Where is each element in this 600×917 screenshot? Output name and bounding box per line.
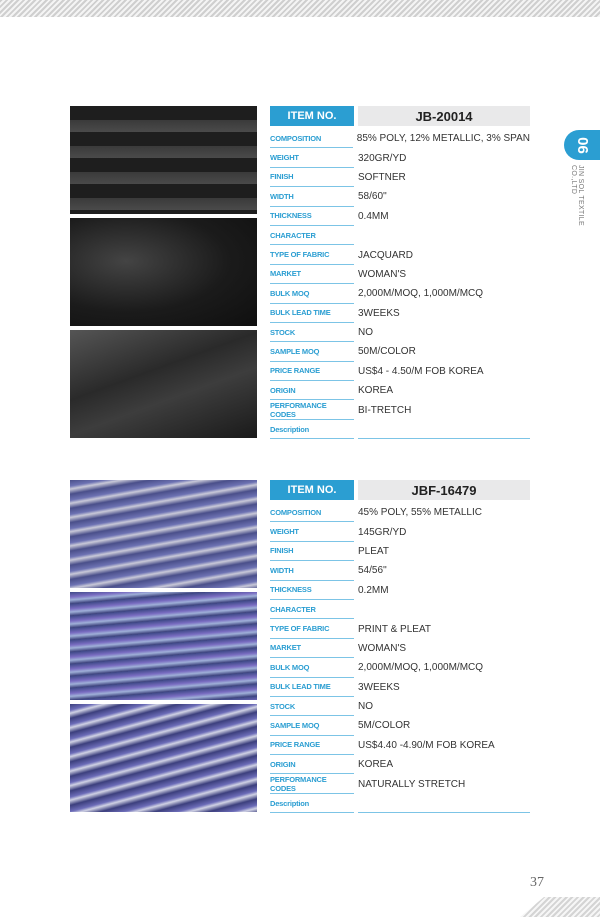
spec-row-lead-time xyxy=(270,304,530,323)
corner-decorative-band xyxy=(520,897,600,917)
spec-label: PRICE RANGE xyxy=(270,736,354,755)
spec-row-price xyxy=(270,736,530,755)
spec-value: 0.2MM xyxy=(358,584,389,596)
spec-row-sample-moq xyxy=(270,342,530,361)
spec-row-market xyxy=(270,265,530,284)
swatch-gallery-2 xyxy=(70,480,257,816)
spec-row-performance xyxy=(270,774,530,793)
spec-value: 54/56'' xyxy=(358,565,387,577)
spec-table-2 xyxy=(270,480,530,813)
spec-row-market xyxy=(270,639,530,658)
spec-label: BULK MOQ xyxy=(270,658,354,677)
spec-row-weight xyxy=(270,148,530,167)
spec-value: US$4 - 4.50/M FOB KOREA xyxy=(358,365,484,377)
spec-label: THICKNESS xyxy=(270,207,354,226)
fabric-swatch-image xyxy=(70,218,257,326)
spec-row-stock xyxy=(270,697,530,716)
item-no-label: ITEM NO. xyxy=(270,480,354,500)
spec-row-composition xyxy=(270,503,530,522)
spec-value xyxy=(358,420,530,439)
spec-value: 50M/COLOR xyxy=(358,346,416,358)
spec-value: 85% POLY, 12% METALLIC, 3% SPAN xyxy=(356,133,530,145)
spec-row-description xyxy=(270,794,530,813)
fabric-swatch-image xyxy=(70,480,257,588)
spec-row-type xyxy=(270,619,530,638)
spec-row-price xyxy=(270,362,530,381)
spec-label: FINISH xyxy=(270,168,354,187)
spec-row-width xyxy=(270,561,530,580)
spec-row-character xyxy=(270,600,530,619)
spec-value: SOFTNER xyxy=(358,171,406,183)
spec-value: 3WEEKS xyxy=(358,307,400,319)
spec-label: COMPOSITION xyxy=(270,503,354,522)
spec-row-description xyxy=(270,420,530,439)
chapter-tab xyxy=(564,130,600,160)
spec-row-bulk-moq xyxy=(270,284,530,303)
fabric-swatch-image xyxy=(70,330,257,438)
spec-value: 58/60'' xyxy=(358,191,387,203)
spec-value: NO xyxy=(358,327,373,339)
spec-value: PRINT & PLEAT xyxy=(358,623,431,635)
spec-row-weight xyxy=(270,522,530,541)
spec-value: 145GR/YD xyxy=(358,526,407,538)
spec-value: 45% POLY, 55% METALLIC xyxy=(358,507,482,519)
spec-label: PERFORMANCE CODES xyxy=(270,774,354,793)
spec-row-origin xyxy=(270,755,530,774)
spec-value: US$4.40 -4.90/M FOB KOREA xyxy=(358,739,495,751)
spec-value xyxy=(358,794,530,813)
spec-label: STOCK xyxy=(270,697,354,716)
spec-value: PLEAT xyxy=(358,545,389,557)
swatch-gallery-1 xyxy=(70,106,257,442)
spec-value: 3WEEKS xyxy=(358,681,400,693)
spec-value xyxy=(358,600,530,619)
spec-row-performance xyxy=(270,400,530,419)
spec-label: BULK LEAD TIME xyxy=(270,304,354,323)
item-no-value: JB-20014 xyxy=(358,106,530,126)
spec-label: CHARACTER xyxy=(270,226,354,245)
spec-row-sample-moq xyxy=(270,716,530,735)
spec-label: SAMPLE MOQ xyxy=(270,342,354,361)
spec-label: WIDTH xyxy=(270,187,354,206)
spec-label: ORIGIN xyxy=(270,381,354,400)
item-no-value: JBF-16479 xyxy=(358,480,530,500)
fabric-swatch-image xyxy=(70,704,257,812)
spec-label: WIDTH xyxy=(270,561,354,580)
chapter-number: 06 xyxy=(573,136,591,154)
spec-label: PRICE RANGE xyxy=(270,362,354,381)
spec-row-thickness xyxy=(270,581,530,600)
spec-label: SAMPLE MOQ xyxy=(270,716,354,735)
spec-label: CHARACTER xyxy=(270,600,354,619)
spec-label: BULK MOQ xyxy=(270,284,354,303)
spec-row-bulk-moq xyxy=(270,658,530,677)
spec-label: PERFORMANCE CODES xyxy=(270,400,354,419)
spec-label: WEIGHT xyxy=(270,522,354,541)
spec-label: ORIGIN xyxy=(270,755,354,774)
spec-label: FINISH xyxy=(270,542,354,561)
spec-row-stock xyxy=(270,323,530,342)
item-header xyxy=(270,480,530,500)
spec-row-type xyxy=(270,245,530,264)
spec-value xyxy=(358,226,530,245)
spec-label: MARKET xyxy=(270,639,354,658)
spec-label: Description xyxy=(270,794,354,813)
spec-row-lead-time xyxy=(270,678,530,697)
spec-label: STOCK xyxy=(270,323,354,342)
spec-label: Description xyxy=(270,420,354,439)
spec-value: WOMAN'S xyxy=(358,642,407,654)
spec-value: WOMAN'S xyxy=(358,268,407,280)
item-header xyxy=(270,106,530,126)
company-name: JIN SOL TEXTILE CO.,LTD xyxy=(570,165,584,226)
spec-label: TYPE OF FABRIC xyxy=(270,245,354,264)
fabric-swatch-image xyxy=(70,106,257,214)
spec-row-character xyxy=(270,226,530,245)
spec-row-origin xyxy=(270,381,530,400)
spec-row-finish xyxy=(270,168,530,187)
spec-label: COMPOSITION xyxy=(270,129,353,148)
spec-value: NO xyxy=(358,701,373,713)
spec-value: 5M/COLOR xyxy=(358,720,411,732)
spec-value: KOREA xyxy=(358,385,394,397)
spec-value: 2,000M/MOQ, 1,000M/MCQ xyxy=(358,288,484,300)
spec-table-1 xyxy=(270,106,530,439)
spec-label: WEIGHT xyxy=(270,148,354,167)
spec-value: BI-TRETCH xyxy=(358,404,412,416)
spec-label: TYPE OF FABRIC xyxy=(270,619,354,638)
spec-row-width xyxy=(270,187,530,206)
spec-row-thickness xyxy=(270,207,530,226)
spec-label: MARKET xyxy=(270,265,354,284)
spec-value: 320GR/YD xyxy=(358,152,407,164)
spec-value: KOREA xyxy=(358,759,394,771)
page-number: 37 xyxy=(530,875,544,890)
item-no-label: ITEM NO. xyxy=(270,106,354,126)
fabric-swatch-image xyxy=(70,592,257,700)
spec-value: NATURALLY STRETCH xyxy=(358,778,466,790)
spec-value: 2,000M/MOQ, 1,000M/MCQ xyxy=(358,662,484,674)
top-decorative-band xyxy=(0,0,600,17)
spec-label: BULK LEAD TIME xyxy=(270,678,354,697)
spec-value: JACQUARD xyxy=(358,249,414,261)
spec-label: THICKNESS xyxy=(270,581,354,600)
spec-row-finish xyxy=(270,542,530,561)
spec-value: 0.4MM xyxy=(358,210,389,222)
spec-row-composition xyxy=(270,129,530,148)
